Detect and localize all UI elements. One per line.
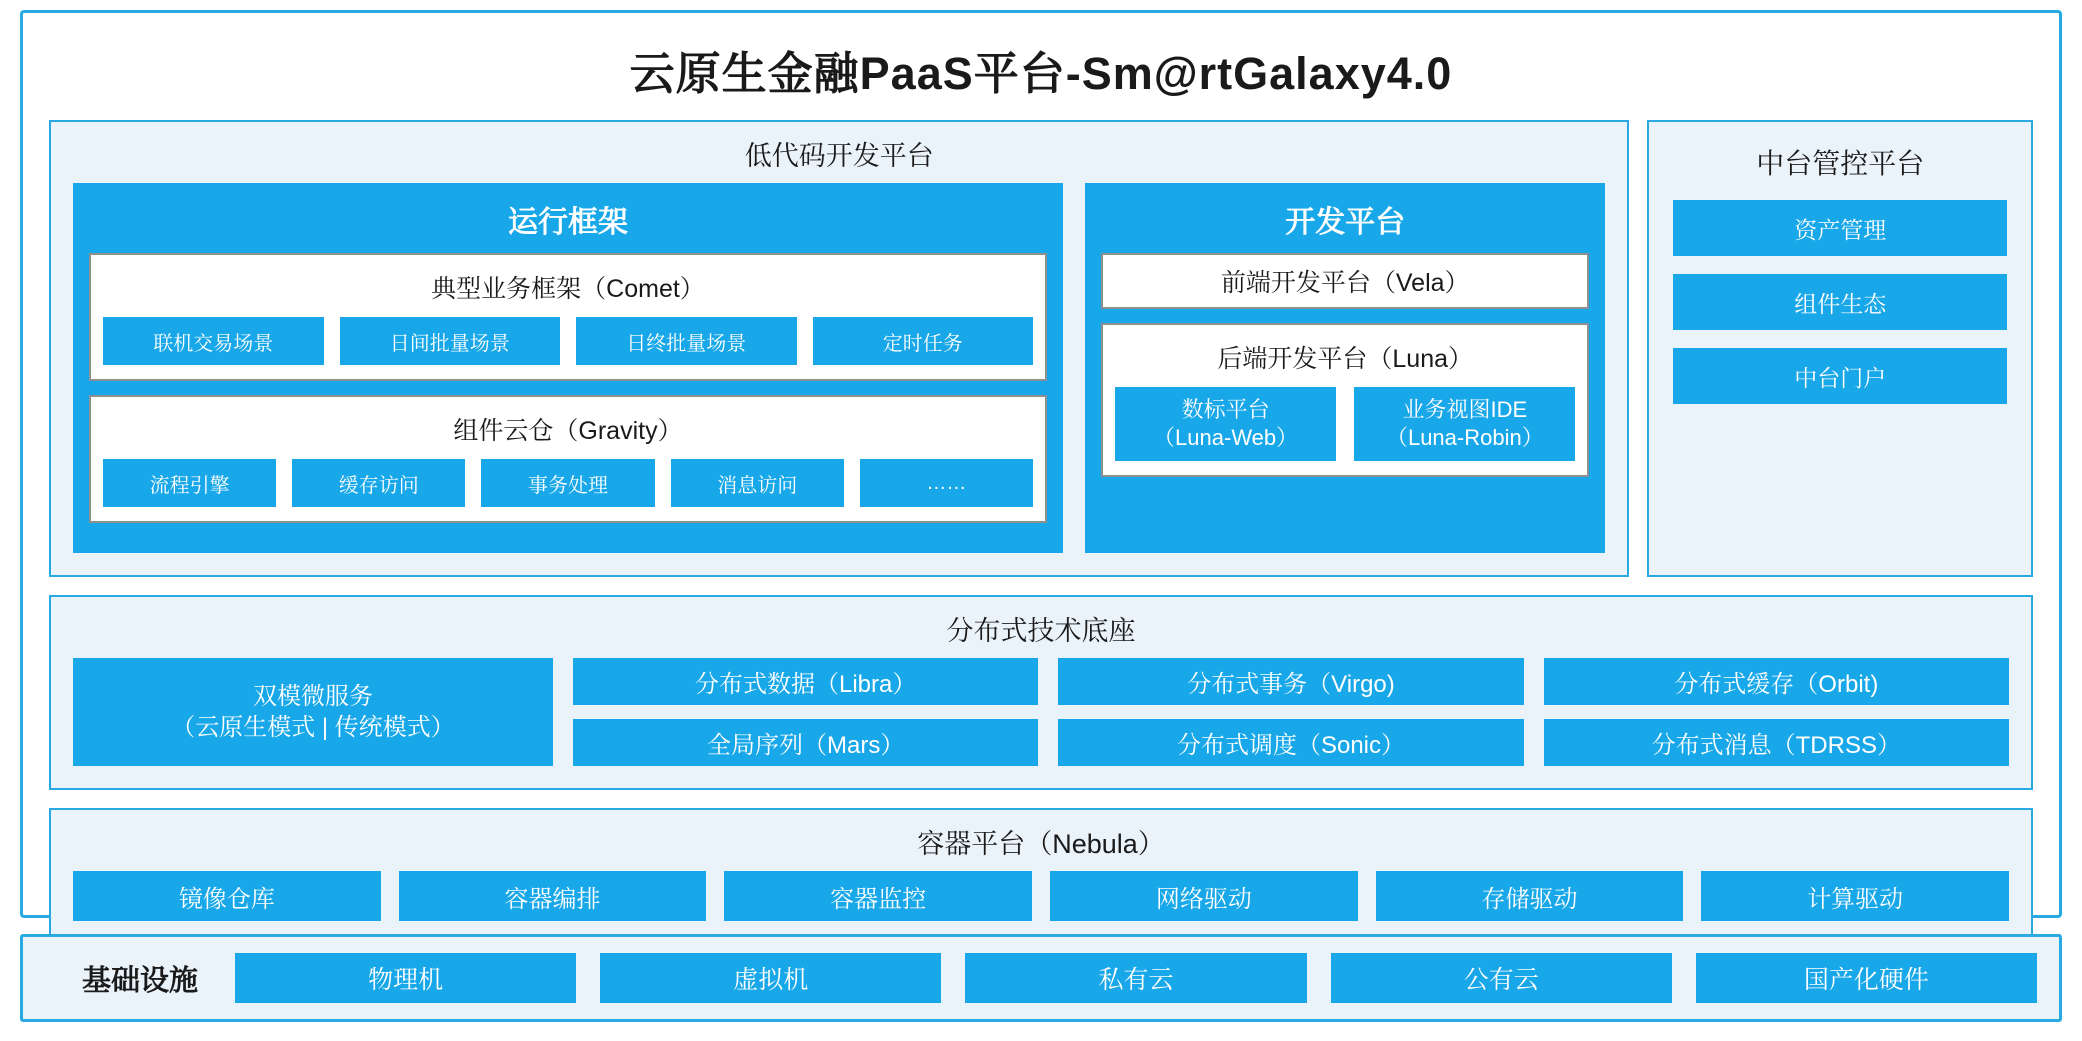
runtime-framework-block (73, 183, 1063, 553)
container-item[interactable]: 容器监控 (724, 871, 1032, 921)
luna-item[interactable] (1354, 387, 1575, 461)
comet-items (103, 317, 1033, 365)
mid-platform-panel (1647, 120, 2033, 577)
container-item[interactable]: 镜像仓库 (73, 871, 381, 921)
lowcode-platform-title: 低代码开发平台 (744, 141, 934, 171)
container-item[interactable]: 存储驱动 (1376, 871, 1684, 921)
platform-frame (20, 10, 2062, 918)
lowcode-platform-body (51, 183, 1627, 575)
infrastructure-item[interactable]: 国产化硬件 (1696, 953, 2037, 1003)
luna-group (1101, 323, 1589, 477)
microservice-line2: （云原生模式 | 传统模式） (171, 714, 455, 741)
development-platform-block (1085, 183, 1605, 553)
infrastructure-item[interactable]: 公有云 (1331, 953, 1672, 1003)
comet-item[interactable]: 定时任务 (813, 317, 1034, 365)
gravity-items (103, 459, 1033, 507)
luna-items (1115, 387, 1575, 461)
container-item[interactable]: 网络驱动 (1050, 871, 1358, 921)
runtime-framework-title: 运行框架 (508, 206, 628, 239)
comet-title: 典型业务框架（Comet） (431, 275, 705, 303)
infrastructure-item[interactable]: 私有云 (965, 953, 1306, 1003)
infrastructure-items (235, 953, 2037, 1003)
mid-platform-items (1649, 192, 2031, 575)
comet-group (89, 253, 1047, 381)
infrastructure-item[interactable]: 物理机 (235, 953, 576, 1003)
lowcode-platform-panel (49, 120, 1629, 577)
tech-item[interactable]: 分布式事务（Virgo) (1058, 658, 1523, 705)
container-item[interactable]: 计算驱动 (1701, 871, 2009, 921)
mid-platform-item[interactable]: 资产管理 (1673, 200, 2007, 256)
infrastructure-panel (20, 934, 2062, 1022)
tech-column (1544, 658, 2009, 766)
luna-item-line1: 业务视图IDE (1402, 396, 1528, 422)
comet-item[interactable]: 日终批量场景 (576, 317, 797, 365)
tech-column (573, 658, 1038, 766)
luna-item-line2: （Luna-Robin） (1385, 425, 1544, 450)
gravity-item[interactable]: 事务处理 (481, 459, 654, 507)
container-platform-title: 容器平台（Nebula） (917, 829, 1165, 859)
infrastructure-label: 基础设施 (81, 964, 198, 997)
gravity-group (89, 395, 1047, 523)
container-platform-items (51, 871, 2031, 943)
container-item[interactable]: 容器编排 (399, 871, 707, 921)
page-title: 云原生金融PaaS平台-Sm@rtGalaxy4.0 (629, 48, 1453, 99)
tech-item[interactable]: 分布式数据（Libra） (573, 658, 1038, 705)
microservice-box[interactable] (73, 658, 553, 766)
mid-platform-item[interactable]: 中台门户 (1673, 348, 2007, 404)
tech-item[interactable]: 分布式消息（TDRSS） (1544, 719, 2009, 766)
tech-base-panel (49, 595, 2033, 790)
gravity-title: 组件云仓（Gravity） (453, 417, 683, 445)
mid-platform-item[interactable]: 组件生态 (1673, 274, 2007, 330)
tech-item[interactable]: 分布式缓存（Orbit) (1544, 658, 2009, 705)
tech-item[interactable]: 分布式调度（Sonic） (1058, 719, 1523, 766)
microservice-line1: 双模微服务 (253, 682, 373, 710)
vela-frontend-platform[interactable]: 前端开发平台（Vela） (1101, 253, 1589, 309)
development-platform-title: 开发平台 (1285, 206, 1406, 239)
gravity-item[interactable]: 缓存访问 (292, 459, 465, 507)
luna-item[interactable] (1115, 387, 1336, 461)
luna-title: 后端开发平台（Luna） (1217, 345, 1474, 373)
luna-item-line1: 数标平台 (1181, 396, 1270, 422)
tech-base-title: 分布式技术底座 (946, 616, 1136, 646)
tech-base-body (51, 658, 2031, 788)
luna-item-line2: （Luna-Web） (1153, 425, 1299, 450)
gravity-item[interactable]: …… (860, 459, 1033, 507)
gravity-item[interactable]: 流程引擎 (103, 459, 276, 507)
comet-item[interactable]: 联机交易场景 (103, 317, 324, 365)
infrastructure-item[interactable]: 虚拟机 (600, 953, 941, 1003)
tech-item[interactable]: 全局序列（Mars） (573, 719, 1038, 766)
comet-item[interactable]: 日间批量场景 (340, 317, 561, 365)
top-row (49, 120, 2033, 577)
tech-column (1058, 658, 1523, 766)
gravity-item[interactable]: 消息访问 (671, 459, 844, 507)
container-platform-panel (49, 808, 2033, 945)
mid-platform-title: 中台管控平台 (1756, 148, 1925, 179)
